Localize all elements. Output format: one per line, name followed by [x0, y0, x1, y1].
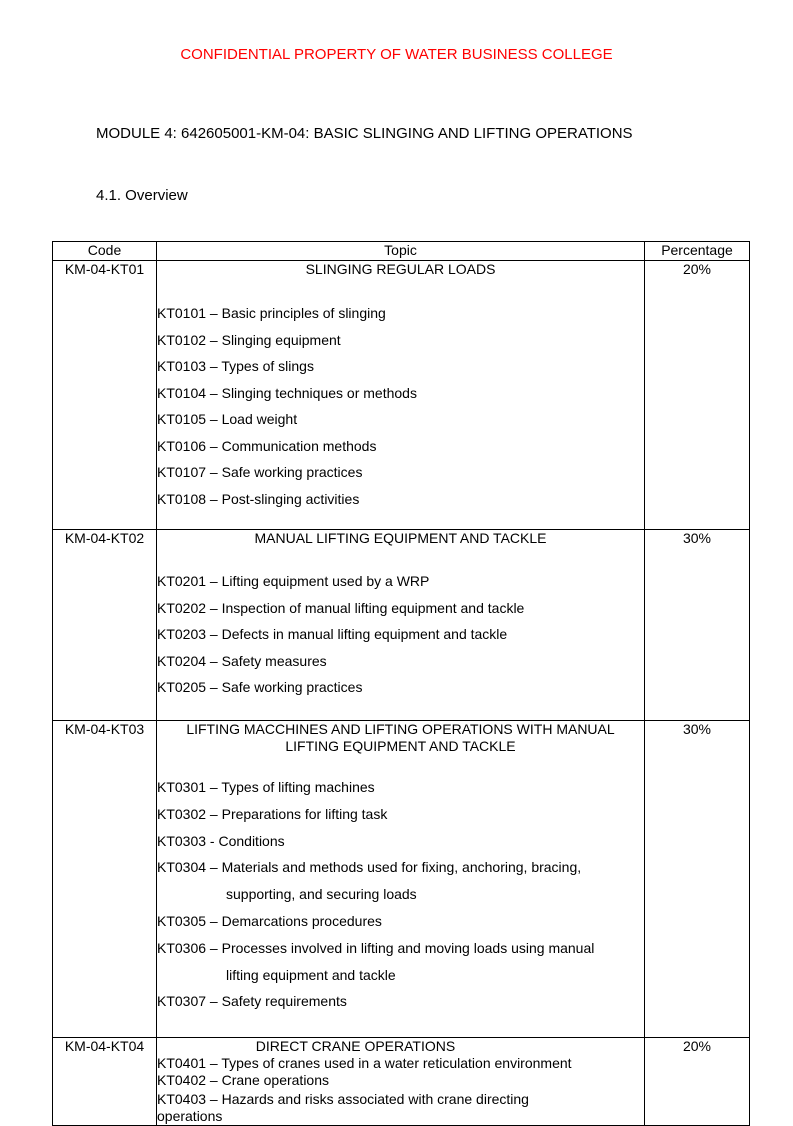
row-code: KM-04-KT04 — [53, 1038, 157, 1126]
row-code: KM-04-KT01 — [53, 261, 157, 530]
column-header-percentage: Percentage — [645, 242, 750, 261]
list-item: KT0107 – Safe working practices — [157, 464, 363, 480]
row-percentage: 30% — [645, 721, 750, 1038]
list-item: KT0105 – Load weight — [157, 411, 298, 427]
row-percentage: 30% — [645, 530, 750, 721]
list-item: KT0205 – Safe working practices — [157, 679, 363, 695]
table-row — [53, 721, 750, 1038]
topic-items — [157, 300, 644, 512]
row-topic — [157, 1038, 645, 1126]
list-item-continuation: supporting, and securing loads — [226, 886, 417, 903]
topic-items — [157, 568, 644, 701]
column-header-topic: Topic — [157, 242, 645, 261]
list-item: KT0306 – Processes involved in lifting and moving loads using manual — [157, 939, 595, 956]
list-item — [157, 962, 644, 989]
list-item: KT0403 – Hazards and risks associated with crane directing — [157, 1091, 529, 1107]
list-item: KT0301 – Types of lifting machines — [157, 779, 375, 795]
list-item: KT0103 – Types of slings — [157, 358, 314, 374]
list-item: KT0201 – Lifting equipment used by a WRP — [157, 573, 430, 589]
section-title: 4.1. Overview — [96, 187, 188, 204]
topic-heading: MANUAL LIFTING EQUIPMENT AND TACKLE — [254, 530, 547, 546]
column-header-code: Code — [53, 242, 157, 261]
overview-table — [52, 241, 750, 1126]
row-code: KM-04-KT03 — [53, 721, 157, 1038]
topic-heading: DIRECT CRANE OPERATIONS — [255, 1038, 456, 1054]
table-row — [53, 261, 750, 530]
list-item: KT0108 – Post-slinging activities — [157, 490, 360, 507]
row-percentage: 20% — [645, 1038, 750, 1126]
list-item — [157, 881, 644, 908]
topic-heading: SLINGING REGULAR LOADS — [305, 261, 496, 277]
module-title: MODULE 4: 642605001-KM-04: BASIC SLINGING AND LIFTING OPERATIONS — [96, 125, 633, 142]
list-item: KT0402 – Crane operations — [157, 1072, 329, 1088]
list-item: KT0304 – Materials and methods used for fixing, anchoring, bracing, — [157, 859, 582, 876]
table-row — [53, 1038, 750, 1126]
topic-heading-line-2: LIFTING EQUIPMENT AND TACKLE — [285, 738, 516, 754]
list-item: operations — [157, 1108, 223, 1124]
list-item: KT0203 – Defects in manual lifting equipment and tackle — [157, 626, 508, 642]
list-item: KT0104 – Slinging techniques or methods — [157, 384, 417, 401]
topic-heading-line-1: LIFTING MACCHINES AND LIFTING OPERATIONS WITH MANUAL — [186, 721, 615, 737]
row-percentage: 20% — [645, 261, 750, 530]
table-row — [53, 530, 750, 721]
list-item: KT0307 – Safety requirements — [157, 993, 347, 1010]
row-topic — [157, 721, 645, 1038]
list-item: KT0401 – Types of cranes used in a water reticulation environment — [157, 1055, 572, 1071]
list-item-continuation: lifting equipment and tackle — [226, 966, 396, 983]
row-code: KM-04-KT02 — [53, 530, 157, 721]
list-item: KT0305 – Demarcations procedures — [157, 912, 382, 929]
confidential-notice: CONFIDENTIAL PROPERTY OF WATER BUSINESS COLLEGE — [180, 46, 613, 63]
topic-items — [157, 1055, 644, 1125]
list-item: KT0302 – Preparations for lifting task — [157, 805, 388, 822]
table-header-row — [53, 242, 750, 261]
topic-items — [157, 774, 644, 1015]
row-topic — [157, 530, 645, 721]
list-item: KT0303 - Conditions — [157, 832, 285, 849]
list-item: KT0106 – Communication methods — [157, 437, 377, 454]
list-item: KT0101 – Basic principles of slinging — [157, 305, 386, 321]
list-item: KT0102 – Slinging equipment — [157, 331, 341, 348]
row-topic — [157, 261, 645, 530]
list-item: KT0202 – Inspection of manual lifting equipment and tackle — [157, 599, 525, 616]
list-item: KT0204 – Safety measures — [157, 652, 327, 669]
